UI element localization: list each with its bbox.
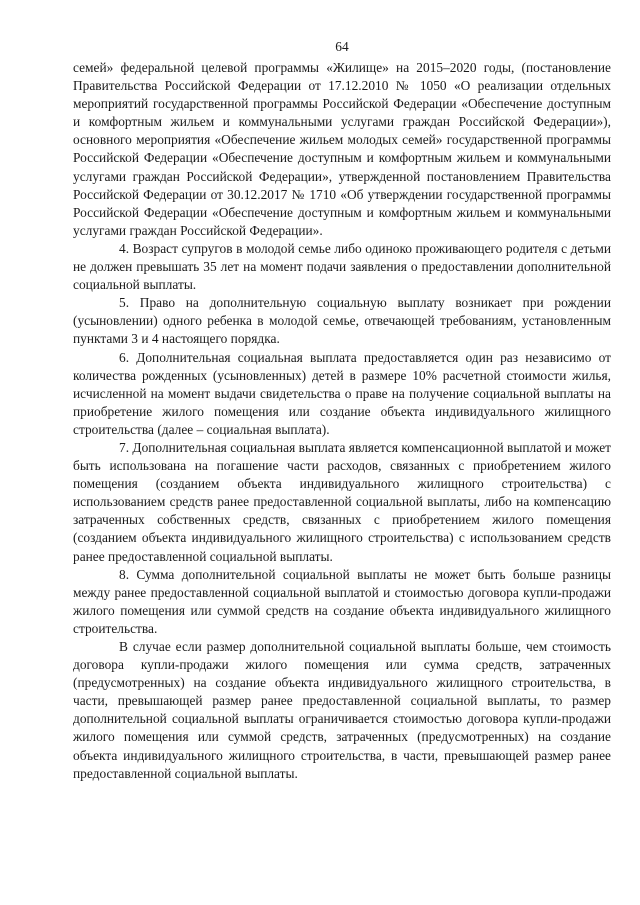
paragraph-item-8-continuation: В случае если размер дополнительной социальной выплаты больше, чем стоимость договора купли-продажи жилого помещения или сумма средств, затраченных (предусмотренных) на создание объекта индивидуального жилищного строительства, в части, превышающей размер ранее предоставленной социальной выплаты, то размер дополнительной социальной выплаты ограничивается стоимостью договора купли-продажи жилого помещения или суммой средств, затраченных (предусмотренных) на создание объекта индивидуального жилищного строительства, в части, превышающей размер ранее предоставленной социальной выплаты. xyxy=(73,639,611,781)
document-page xyxy=(73,38,611,783)
paragraph-item-5: 5. Право на дополнительную социальную выплату возникает при рождении (усыновлении) одного ребенка в молодой семье, отвечающей требованиям, установленным пунктами 3 и 4 настоящего порядка. xyxy=(73,295,611,347)
paragraph-item-8: 8. Сумма дополнительной социальной выплаты не может быть больше разницы между ранее предоставленной социальной выплатой и стоимостью договора купли-продажи жилого помещения или суммой средств на создание объекта индивидуального жилищного строительства. xyxy=(73,566,611,636)
paragraph-continuation: семей» федеральной целевой программы «Жилище» на 2015–2020 годы, (постановление Правительства Российской Федерации от 17.12.2010 № 1050 «О реализации отдельных мероприятий государственной программы Российской Федерации «Обеспечение доступным и комфортным жильем и коммунальными услугами граждан Российской Федерации»), основного мероприятия «Обеспечение жильем молодых семей» государственной программы Российской Федерации «Обеспечение доступным и комфортным жильем и коммунальными услугами граждан Российской Федерации», утвержденной постановлением Правительства Российской Федерации от 30.12.2017 № 1710 «Об утверждении государственной программы Российской Федерации «Обеспечение доступным и комфортным жильем и коммунальными услугами граждан Российской Федерации». xyxy=(73,60,611,238)
page-number: 64 xyxy=(335,39,349,54)
paragraph-item-4: 4. Возраст супругов в молодой семье либо одиноко проживающего родителя с детьми не должен превышать 35 лет на момент подачи заявления о предоставлении дополнительной социальной выплаты. xyxy=(73,240,611,293)
paragraph-item-6: 6. Дополнительная социальная выплата предоставляется один раз независимо от количества рожденных (усыновленных) детей в размере 10% расчетной стоимости жилья, исчисленной на момент выдачи свидетельства о праве на получение социальной выплаты на приобретение жилого помещения или создание объекта индивидуального жилищного строительства (далее – социальная выплата). xyxy=(73,349,611,437)
paragraph-item-7: 7. Дополнительная социальная выплата является компенсационной выплатой и может быть использована на погашение части расходов, связанных с приобретением жилого помещения (созданием объекта индивидуального жилищного строительства) с использованием средств ранее предоставленной социальной выплаты, либо на компенсацию затраченных собственных средств, связанных с приобретением жилого помещения (созданием объекта индивидуального жилищного строительства) с использованием средств ранее предоставленной социальной выплаты. xyxy=(73,439,611,564)
